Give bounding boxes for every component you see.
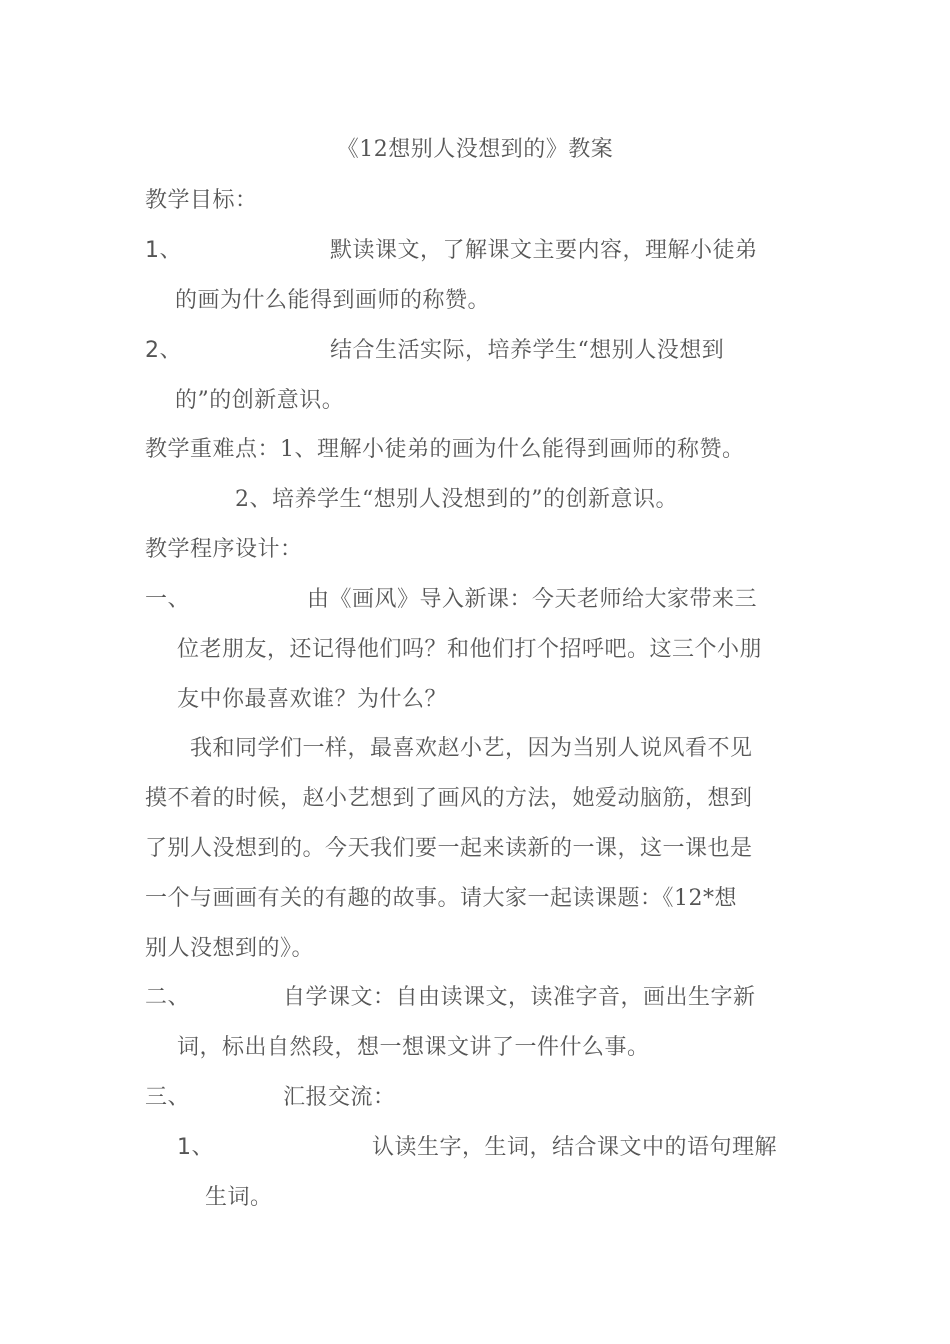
paragraph-line-5: 别人没想到的》。 [145,936,315,961]
step-3-number: 三、 [145,1085,191,1110]
objective-2-line-2: 的”的创新意识。 [175,388,345,413]
difficulties-line-1: 教学重难点：1、理解小徒弟的画为什么能得到画师的称赞。 [145,437,745,462]
objective-1-number: 1、 [145,238,182,263]
step-1-line-1: 由《画风》导入新课：今天老师给大家带来三 [307,587,758,612]
step-1-line-3: 友中你最喜欢谁？为什么？ [177,687,448,712]
step-1-number: 一、 [145,587,191,612]
sub-1-number: 1、 [177,1135,214,1160]
paragraph-line-4: 一个与画画有关的有趣的故事。请大家一起读课题：《12*想 [145,886,737,911]
step-3-line-1: 汇报交流： [283,1085,396,1110]
step-2-line-1: 自学课文：自由读课文，读准字音，画出生字新 [283,985,756,1010]
step-1-line-2: 位老朋友，还记得他们吗？和他们打个招呼吧。这三个小朋 [177,637,763,662]
paragraph-line-1: 我和同学们一样，最喜欢赵小艺，因为当别人说风看不见 [190,736,753,761]
objective-1-line-2: 的画为什么能得到画师的称赞。 [175,288,491,313]
sub-1-line-2: 生词。 [205,1185,273,1210]
document-title: 《12想别人没想到的》教案 [336,137,614,162]
objective-2-number: 2、 [145,338,182,363]
objectives-heading: 教学目标： [145,188,258,213]
objective-2-line-1: 结合生活实际，培养学生“想别人没想到 [330,338,725,363]
difficulties-line-2: 2、培养学生“想别人没想到的”的创新意识。 [235,487,678,512]
paragraph-line-2: 摸不着的时候，赵小艺想到了画风的方法，她爱动脑筋，想到 [145,786,753,811]
step-2-number: 二、 [145,985,191,1010]
sub-1-line-1: 认读生字，生词，结合课文中的语句理解 [372,1135,778,1160]
procedure-heading: 教学程序设计： [145,537,303,562]
paragraph-line-3: 了别人没想到的。今天我们要一起来读新的一课，这一课也是 [145,836,753,861]
objective-1-line-1: 默读课文，了解课文主要内容，理解小徒弟 [330,238,758,263]
step-2-line-2: 词，标出自然段，想一想课文讲了一件什么事。 [177,1035,650,1060]
